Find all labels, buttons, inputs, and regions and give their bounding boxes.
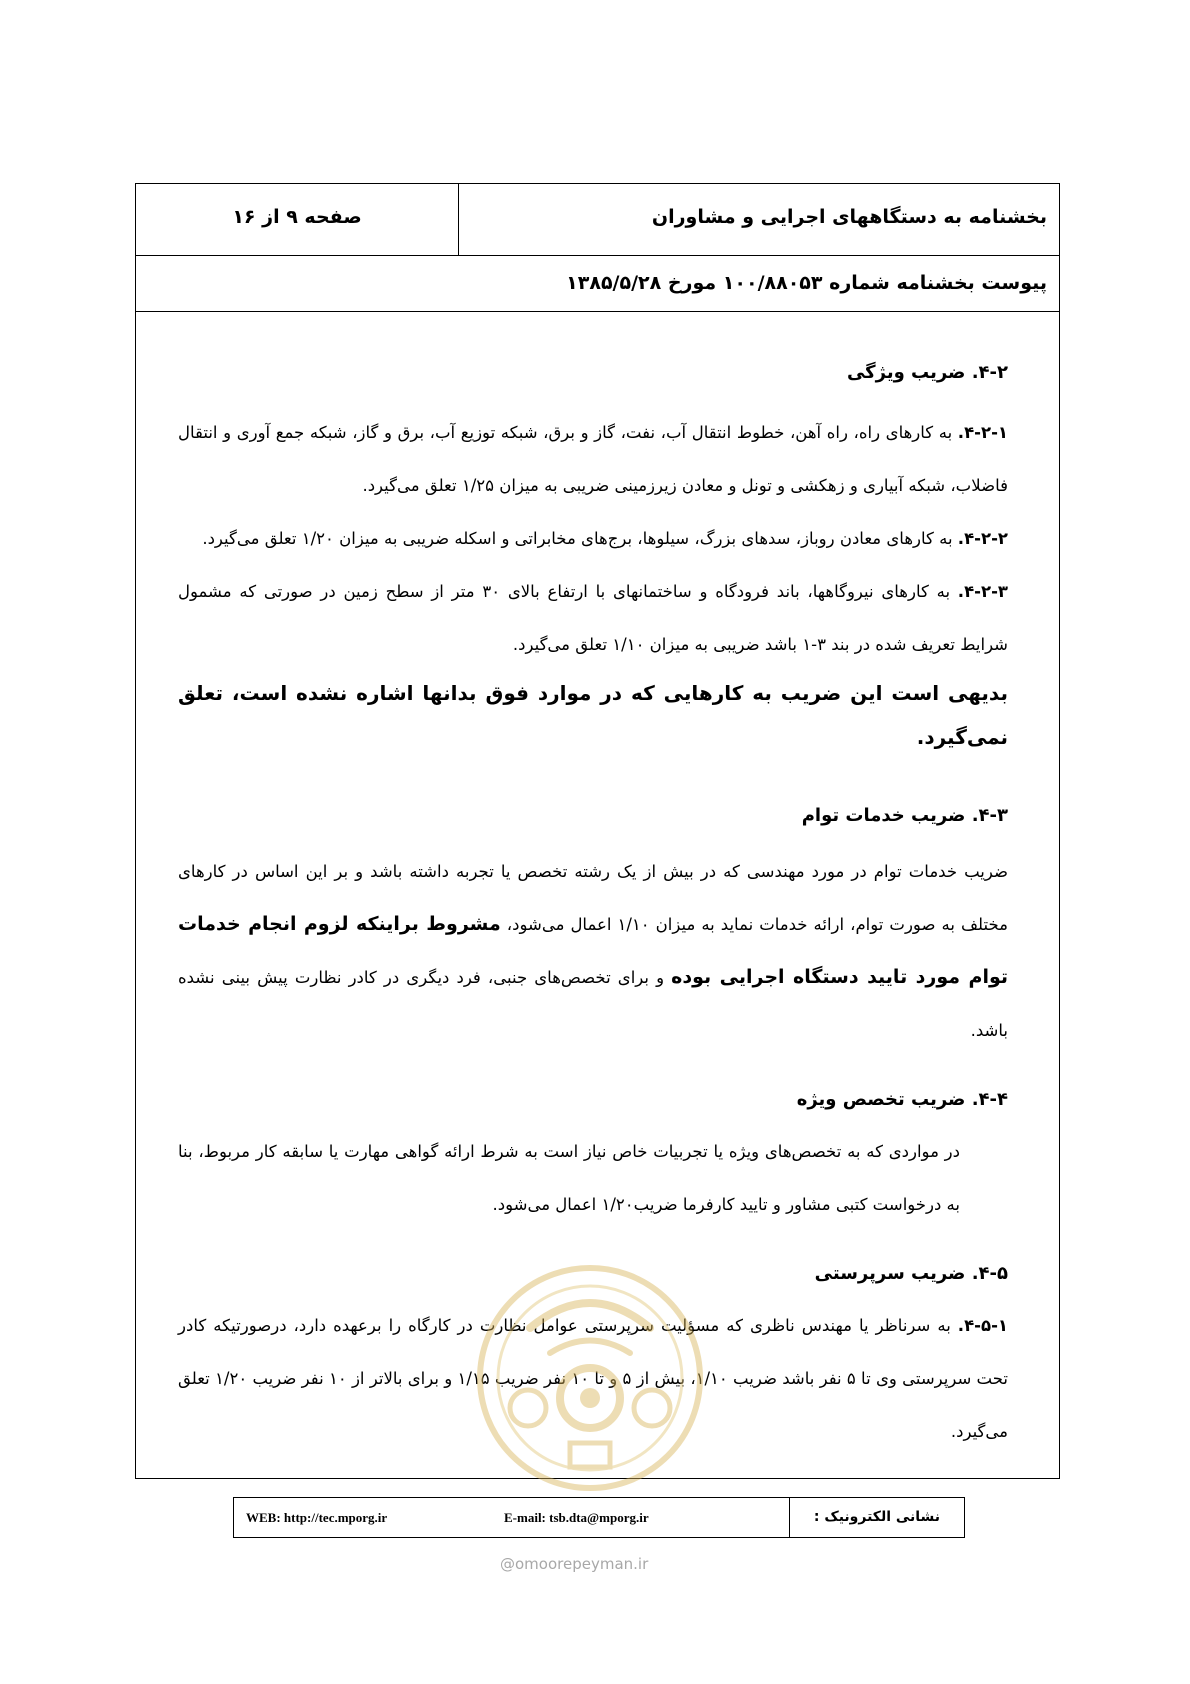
annex-row	[136, 256, 1059, 312]
circular-title: بخشنامه به دستگاههای اجرایی و مشاوران	[651, 206, 1047, 228]
section-heading: ۴-۲. ضریب ویژگی	[846, 362, 1008, 383]
paragraph	[178, 845, 1008, 1057]
footer-label: نشانی الکترونیک :	[789, 1498, 964, 1537]
paragraph: در مواردی که به تخصص‌های ویژه یا تجربیات خاص نیاز است به شرط ارائه گواهی مهارت یا سابقه کار مربوط، بنا به درخواست کتبی مشاور و تایید کارفرما ضریب۱/۲۰ اعمال می‌شود.	[178, 1142, 960, 1214]
section-heading: ۴-۴. ضریب تخصص ویژه	[796, 1089, 1008, 1110]
footer-contact-box	[233, 1497, 965, 1538]
clause-number: ۴-۲-۱.	[957, 423, 1008, 442]
clause-text: به کارهای راه، راه آهن، خطوط انتقال آب، نفت، گاز و برق، شبکه توزیع آب، برق و گاز، شبکه جمع آوری و انتقال فاضلاب، شبکه آبیاری و زهکشی و تونل و معادن زیرزمینی ضریبی به میزان ۱/۲۵ تعلق می‌گیرد.	[178, 423, 1008, 495]
paragraph	[178, 565, 1008, 671]
section-heading: ۴-۵. ضریب سرپرستی	[814, 1263, 1008, 1284]
header-row	[136, 184, 1059, 256]
clause-number: ۴-۲-۲.	[957, 529, 1008, 548]
email-link[interactable]: E-mail: tsb.dta@mporg.ir	[504, 1510, 649, 1525]
website-link[interactable]: WEB: http://tec.mporg.ir	[246, 1510, 388, 1525]
clause-text: به سرناظر یا مهندس ناظری که مسؤلیت سرپرستی عوامل نظارت در کارگاه را برعهده دارد، درصورتیکه کادر تحت سرپرستی وی تا ۵ نفر باشد ضریب ۱/۱۰، بیش از ۵ و تا ۱۰ نفر ضریب ۱/۱۵ و برای بالاتر از ۱۰ نفر ضریب ۱/۲۰ تعلق می‌گیرد.	[178, 1316, 1008, 1441]
emphasized-text: مشروط براینکه لزوم انجام خدمات توام مورد تایید دستگاه اجرایی بوده	[178, 913, 1008, 988]
clause-text: به کارهای معادن روباز، سدهای بزرگ، سیلوها، برج‌های مخابراتی و اسکله ضریبی به میزان ۱/۲۰ تعلق می‌گیرد.	[202, 529, 958, 548]
paragraph	[178, 512, 1008, 565]
bold-note: بدیهی است این ضریب به کارهایی که در موارد فوق بدانها اشاره نشده است، تعلق نمی‌گیرد.	[178, 681, 1008, 749]
source-credit: @omoorepeyman.ir	[500, 1555, 649, 1573]
clause-number: ۴-۲-۳.	[957, 582, 1008, 601]
header-divider	[458, 184, 459, 256]
clause-number: ۴-۵-۱.	[957, 1316, 1008, 1335]
paragraph-text: ضریب خدمات توام در مورد مهندسی که در بیش از یک رشته تخصص یا تجربه داشته باشد و بر این اساس در کارهای مختلف به صورت توام، ارائه خدمات نماید به میزان ۱/۱۰ اعمال می‌شود،	[178, 862, 1008, 934]
paragraph-text: و برای تخصص‌های جنبی، فرد دیگری در کادر نظارت پیش بینی نشده باشد.	[178, 968, 1008, 1040]
clause-text: به کارهای نیروگاهها، باند فرودگاه و ساختمانهای با ارتفاع بالای ۳۰ متر از سطح زمین در صورتی که مشمول شرایط تعریف شده در بند ۳-۱ باشد ضریبی به میزان ۱/۱۰ تعلق می‌گیرد.	[178, 582, 1008, 654]
page-number: صفحه ۹ از ۱۶	[232, 206, 362, 228]
paragraph	[178, 406, 1008, 512]
section-heading: ۴-۳. ضریب خدمات توام	[801, 805, 1008, 826]
annex-reference: پیوست بخشنامه شماره ۱۰۰/۸۸۰۵۳ مورخ ۱۳۸۵/۵/۲۸	[566, 272, 1047, 294]
omoor-peyman-watermark-seal	[470, 1258, 710, 1498]
